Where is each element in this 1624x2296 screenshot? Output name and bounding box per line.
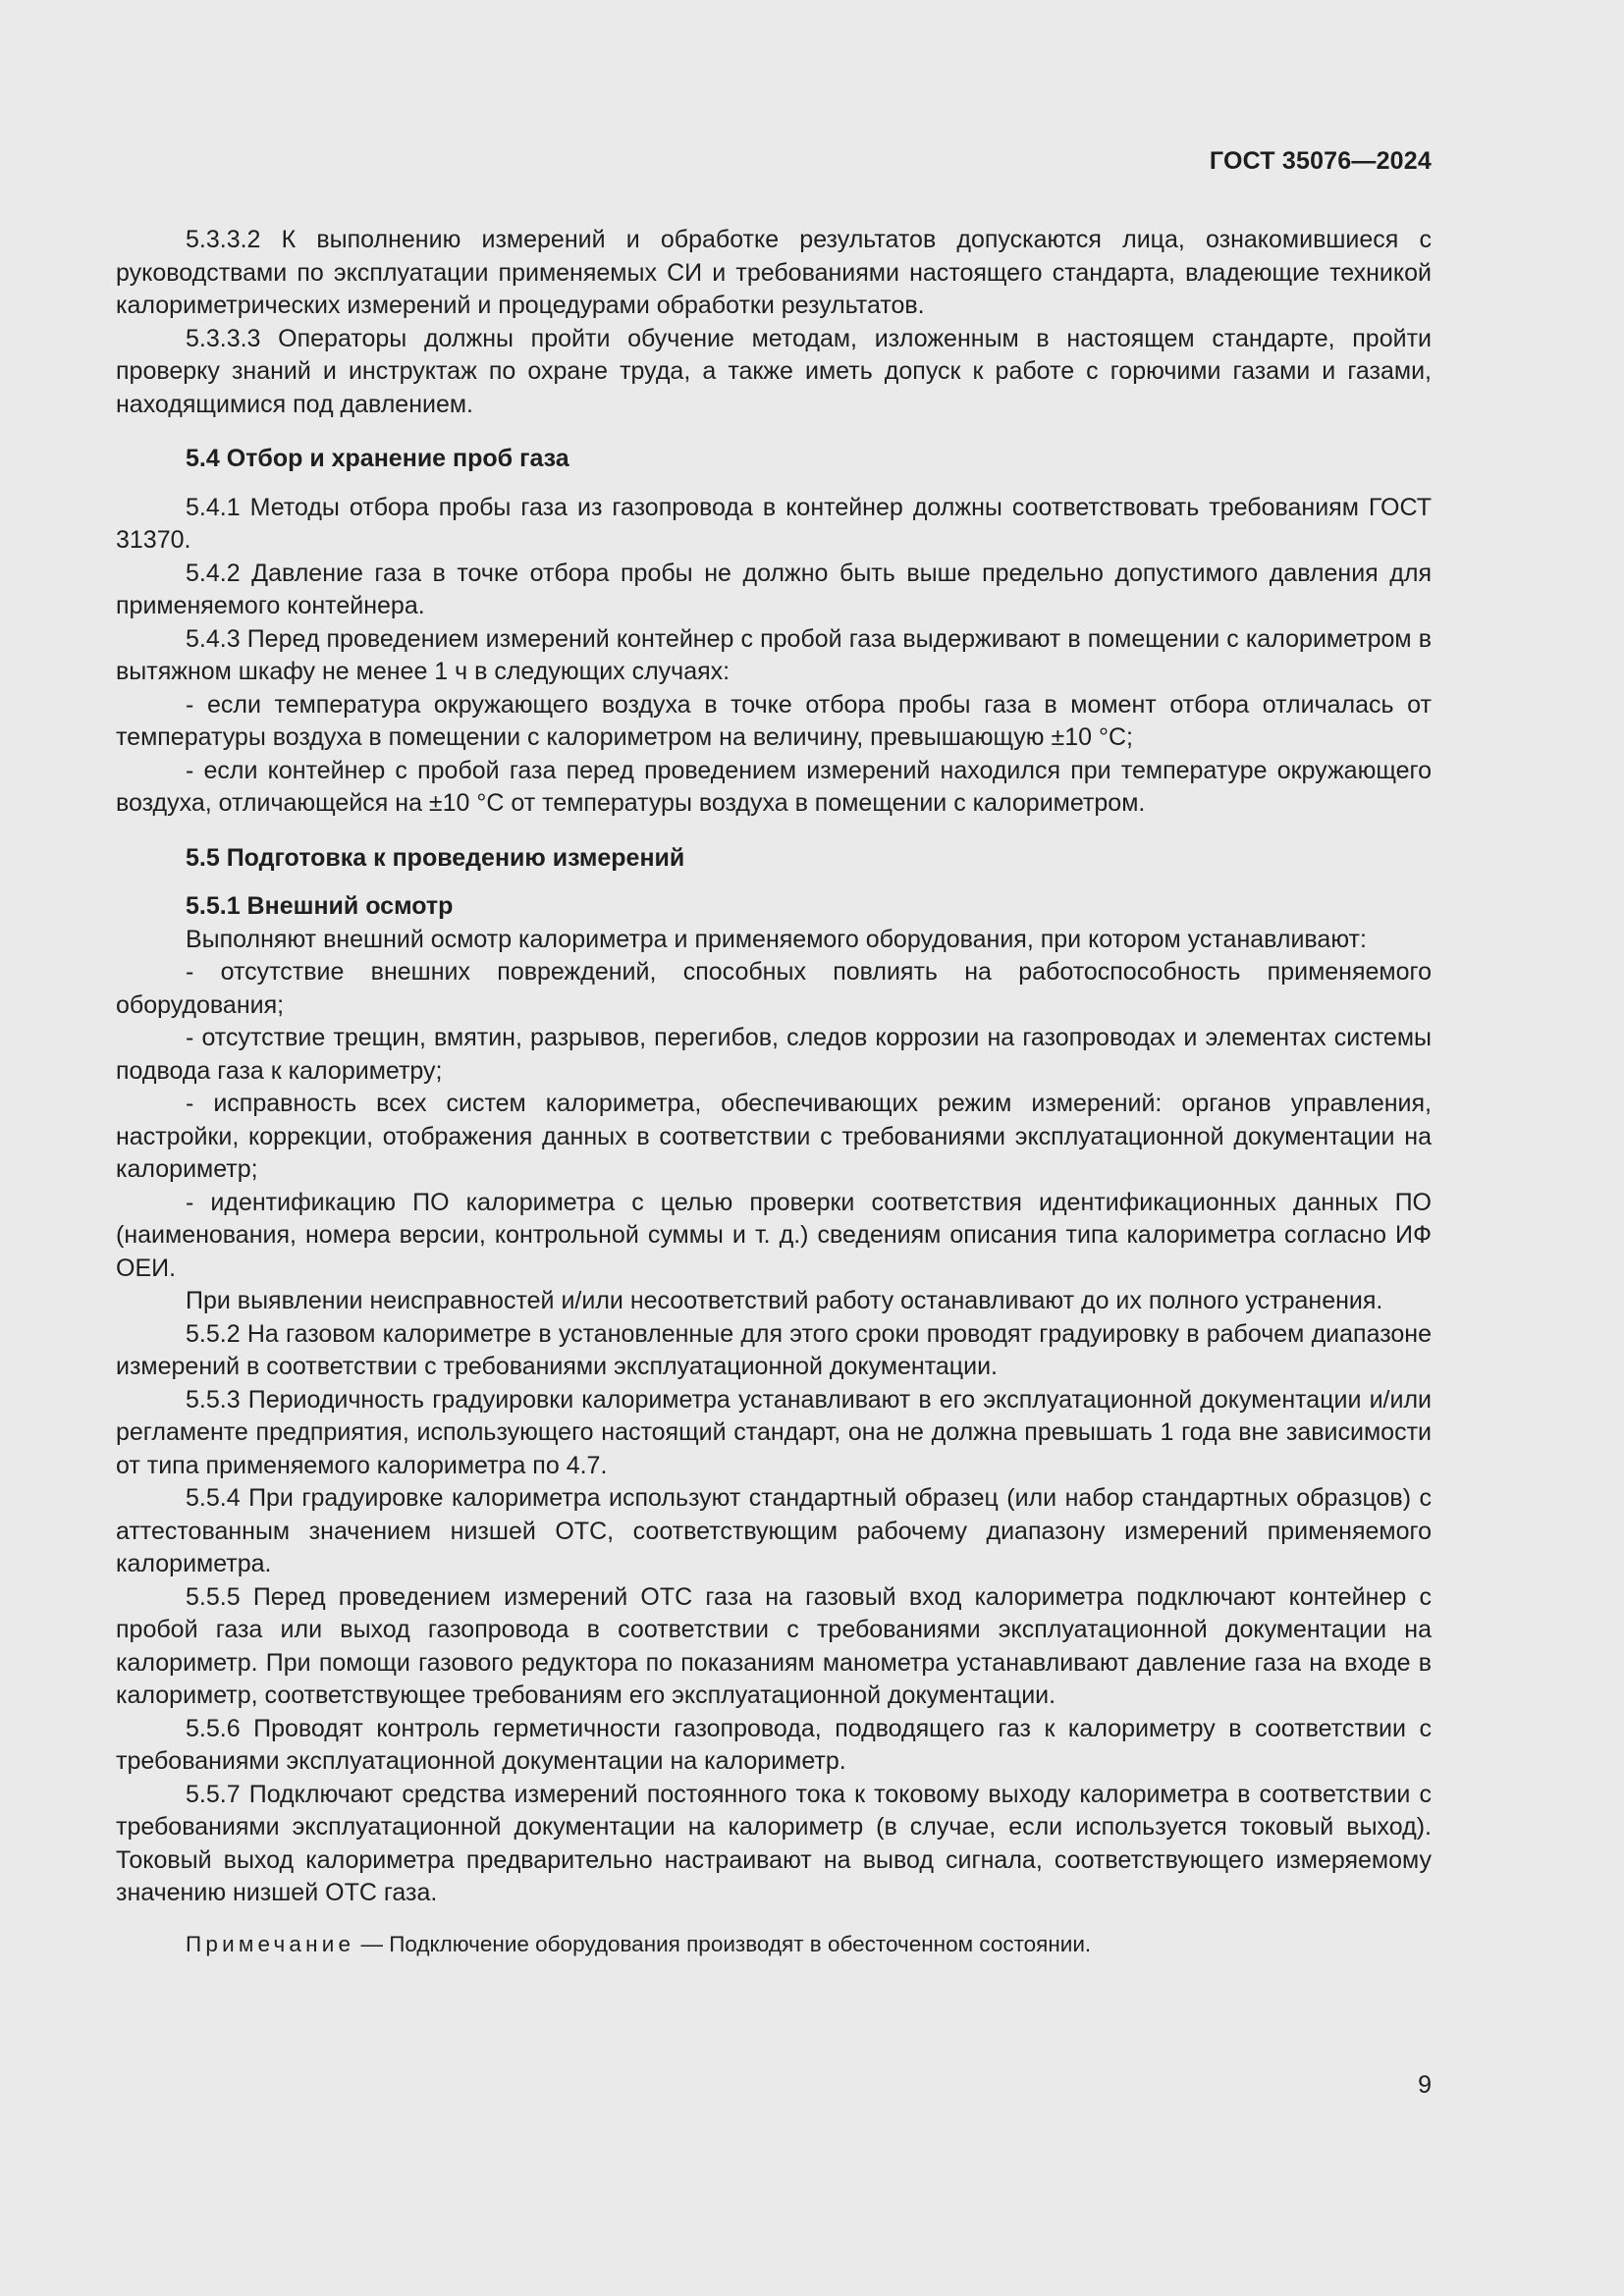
section-heading-5-4: 5.4 Отбор и хранение проб газа (186, 445, 569, 472)
paragraph-5-5-6: 5.5.6 Проводят контроль герметичности газопровода, подводящего газ к калориметру в соответствии с требованиями эксплуатационной документации на калориметр. (116, 1714, 1432, 1775)
subsection-heading-5-5-1: 5.5.1 Внешний осмотр (186, 892, 454, 920)
document-code: ГОСТ 35076—2024 (1209, 147, 1432, 175)
paragraph-5-5-5: 5.5.5 Перед проведением измерений ОТС газа на газовый вход калориметра подключают контейнер с пробой газа или выход газопровода в соответствии с требованиями эксплуатационной документации на калориметр. При помощи газового редуктора по показаниям манометра устанавливают давление газа на входе в калориметр, соответствующее требованиям его эксплуатационной документации. (116, 1582, 1432, 1709)
section-heading-5-5: 5.5 Подготовка к проведению измерений (186, 843, 685, 872)
paragraph-5-3-3-3: 5.3.3.3 Операторы должны пройти обучение методам, изложенным в настоящем стандарте, пройти проверку знаний и инструктаж по охране труда, а также иметь допуск к работе с горючими газами и газами, находящимися под давлением. (116, 324, 1432, 418)
document-body (116, 224, 1432, 1959)
paragraph-5-4-3: 5.4.3 Перед проведением измерений контейнер с пробой газа выдерживают в помещении с калориметром в вытяжном шкафу не менее 1 ч в следующих случаях: (116, 624, 1432, 685)
paragraph-5-5-3: 5.5.3 Периодичность градуировки калориметра устанавливают в его эксплуатационной документации и/или регламенте предприятия, использующего настоящий стандарт, она не должна превышать 1 года вне зависимости от типа применяемого калориметра по 4.7. (116, 1385, 1432, 1479)
list-item: - отсутствие внешних повреждений, способных повлиять на работоспособность применяемого оборудования; (116, 958, 1432, 1019)
paragraph-5-5-7: 5.5.7 Подключают средства измерений постоянного тока к токовому выходу калориметра в соответствии с требованиями эксплуатационной документации на калориметр (в случае, если используется токовый выход). Токовый выход калориметра предварительно настраивают на вывод сигнала, соответствующего измеряемому значению низшей ОТС газа. (116, 1780, 1432, 1906)
paragraph-5-4-2: 5.4.2 Давление газа в точке отбора пробы не должно быть выше предельно допустимого давления для применяемого контейнера. (116, 559, 1432, 619)
list-item: - если контейнер с пробой газа перед проведением измерений находился при температуре окружающего воздуха, отличающейся на ±10 °С от температуры воздуха в помещении с калориметром. (116, 756, 1432, 817)
paragraph-5-5-4: 5.5.4 При градуировке калориметра используют стандартный образец (или набор стандартных образцов) с аттестованным значением низшей ОТС, соответствующим рабочему диапазону измерений применяемого калориметра. (116, 1484, 1432, 1577)
note-text: — Подключение оборудования производят в обесточенном состоянии. (354, 1931, 1092, 1956)
paragraph-5-5-2: 5.5.2 На газовом калориметре в установленные для этого сроки проводят градуировку в рабочем диапазоне измерений в соответствии с требованиями эксплуатационной документации. (116, 1319, 1432, 1380)
list-item: - исправность всех систем калориметра, обеспечивающих режим измерений: органов управления, настройки, коррекции, отображения данных в соответствии с требованиями эксплуатационной документации на калориметр; (116, 1090, 1432, 1183)
paragraph-5-4-1: 5.4.1 Методы отбора пробы газа из газопровода в контейнер должны соответствовать требованиям ГОСТ 31370. (116, 493, 1432, 554)
list-item: - отсутствие трещин, вмятин, разрывов, перегибов, следов коррозии на газопроводах и элементах системы подвода газа к калориметру; (116, 1024, 1432, 1085)
list-item: - если температура окружающего воздуха в точке отбора пробы газа в момент отбора отличалась от температуры воздуха в помещении с калориметром на величину, превышающую ±10 °С; (116, 690, 1432, 751)
list-item: - идентификацию ПО калориметра с целью проверки соответствия идентификационных данных ПО (наименования, номера версии, контрольной суммы и т. д.) сведениям описания типа калориметра согласно ИФ ОЕИ. (116, 1188, 1432, 1282)
note (116, 1930, 1432, 1959)
paragraph-malfunctions: При выявлении неисправностей и/или несоответствий работу останавливают до их полного устранения. (186, 1287, 1383, 1314)
paragraph-5-3-3-2: 5.3.3.2 К выполнению измерений и обработке результатов допускаются лица, ознакомившиеся с руководствами по эксплуатации применяемых СИ и требованиями настоящего стандарта, владеющие техникой калориметрических измерений и процедурами обработки результатов. (116, 226, 1432, 319)
note-label: Примечание (186, 1931, 355, 1956)
page-number: 9 (1418, 2071, 1432, 2099)
paragraph-inspection-intro: Выполняют внешний осмотр калориметра и применяемого оборудования, при котором устанавливают: (186, 925, 1367, 953)
